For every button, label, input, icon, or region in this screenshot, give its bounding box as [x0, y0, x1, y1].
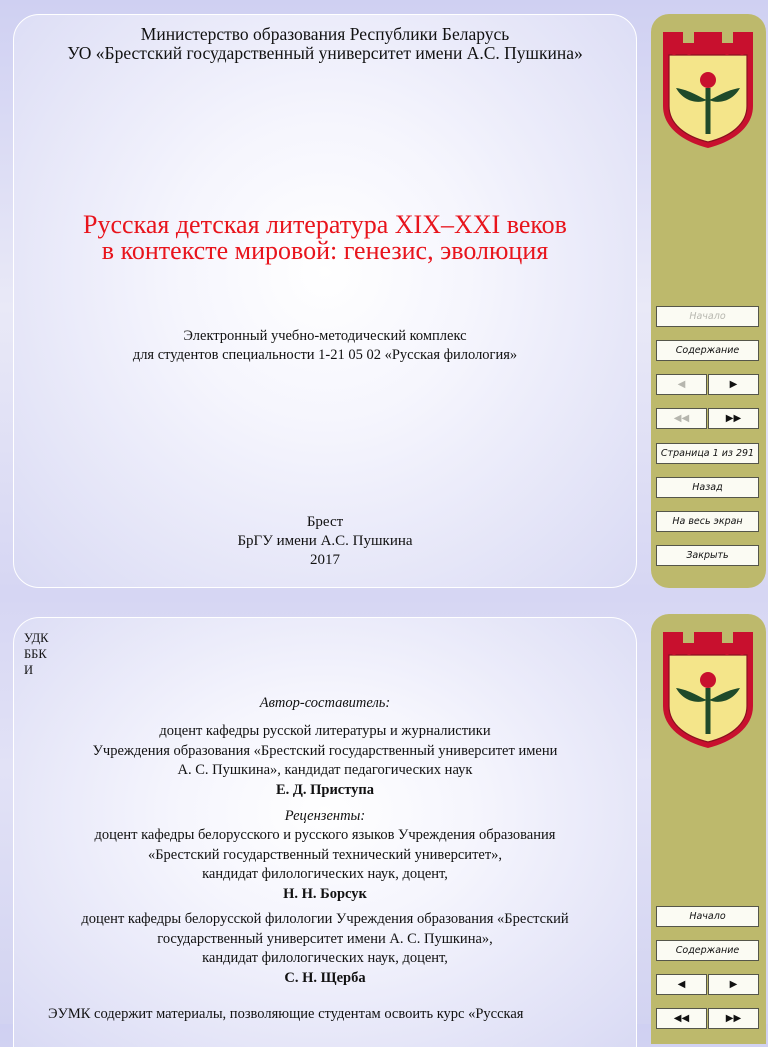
imprint [14, 513, 636, 570]
contents-button[interactable]: Содержание [656, 340, 759, 361]
page-step-buttons [656, 974, 759, 995]
credits-slide [13, 617, 637, 1047]
reviewers-heading: Рецензенты: [284, 808, 366, 824]
first-page-button[interactable]: ◀◀ [656, 1008, 707, 1029]
contents-button[interactable]: Содержание [656, 940, 759, 961]
author-line-3: А. С. Пушкина», кандидат педагогических наук [177, 762, 473, 778]
reviewer-1-name: Н. Н. Борсук [283, 885, 367, 902]
previous-page-button[interactable]: ◀ [656, 974, 707, 995]
author-heading: Автор-составитель: [259, 695, 391, 711]
publisher-text: БрГУ имени А.С. Пушкина [237, 533, 413, 549]
institution-header [14, 25, 636, 63]
reviewer-2-line-3: кандидат филологических наук, доцент, [202, 950, 448, 966]
reviewer-2-line-2: государственный университет имени А. С. Пушкина», [157, 930, 493, 947]
udk-label: УДК [24, 631, 49, 645]
previous-page-button[interactable]: ◀ [656, 374, 707, 395]
page-step-buttons [656, 374, 759, 395]
section-step-buttons [656, 408, 759, 429]
section-step-buttons [656, 1008, 759, 1029]
page-indicator: Страница 1 из 291 [656, 443, 759, 464]
last-page-button[interactable]: ▶▶ [708, 1008, 759, 1029]
classification-codes [24, 630, 48, 678]
title-line-2: в контексте мировой: генезис, эволюция [101, 236, 549, 265]
ministry-text: Министерство образования Республики Беларусь [140, 24, 510, 44]
university-emblem-icon [660, 28, 756, 150]
index-label: И [24, 663, 34, 677]
fullscreen-button[interactable]: На весь экран [656, 511, 759, 532]
reviewer-2-block [14, 910, 636, 988]
reviewer-2-line-1: доцент кафедры белорусской филологии Учреждения образования «Брестский [81, 911, 569, 927]
next-page-button[interactable]: ▶ [708, 974, 759, 995]
year-text: 2017 [310, 552, 340, 568]
navigation-panel-2 [651, 614, 766, 1044]
university-text: УО «Брестский государственный университет имени А.С. Пушкина» [67, 43, 583, 63]
university-emblem-icon [660, 628, 756, 750]
home-button[interactable]: Начало [656, 306, 759, 327]
back-button[interactable]: Назад [656, 477, 759, 498]
author-name: Е. Д. Приступа [275, 781, 375, 798]
title-line-1: Русская детская литература XIX–XXI веков [83, 210, 567, 239]
next-page-button[interactable]: ▶ [708, 374, 759, 395]
document-title [14, 212, 636, 264]
first-page-button[interactable]: ◀◀ [656, 408, 707, 429]
close-button[interactable]: Закрыть [656, 545, 759, 566]
document-subtitle [14, 327, 636, 365]
reviewer-2-name: С. Н. Щерба [284, 969, 366, 986]
home-button[interactable]: Начало [656, 906, 759, 927]
reviewer-1-line-1: доцент кафедры белорусского и русского языков Учреждения образования [94, 827, 556, 843]
city-text: Брест [306, 514, 344, 530]
author-block [14, 722, 636, 800]
reviewer-1-line-3: кандидат филологических наук, доцент, [202, 866, 448, 882]
navigation-panel [651, 14, 766, 588]
reviewer-1-block [14, 826, 636, 904]
last-page-button[interactable]: ▶▶ [708, 408, 759, 429]
abstract-text: ЭУМК содержит материалы, позволяющие студентам освоить курс «Русская [48, 1006, 524, 1022]
subtitle-line-2: для студентов специальности 1-21 05 02 «Русская филология» [132, 347, 518, 363]
subtitle-line-1: Электронный учебно-методический комплекс [183, 328, 467, 344]
title-slide [13, 14, 637, 588]
author-line-1: доцент кафедры русской литературы и журналистики [159, 723, 491, 739]
reviewer-1-line-2: «Брестский государственный технический университет», [147, 846, 503, 863]
bbk-label: ББК [24, 647, 47, 661]
author-line-2: Учреждения образования «Брестский государственный университет имени [92, 742, 558, 759]
